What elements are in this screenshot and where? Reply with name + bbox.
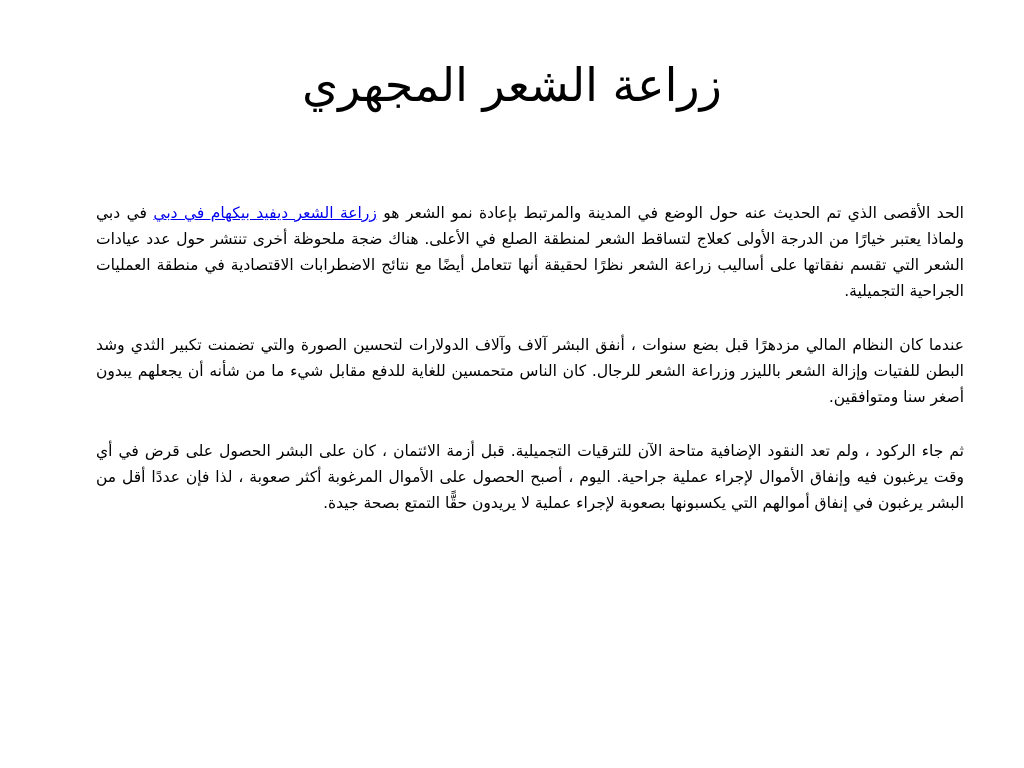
paragraph-1-intro: الحد الأقصى الذي تم الحديث عنه حول الوضع في المدينة والمرتبط بإعادة نمو الشعر هو	[376, 204, 964, 222]
hair-transplant-dubai-link[interactable]: زراعة الشعر ديفيد بيكهام في دبي	[153, 204, 377, 222]
paragraph-3: ثم جاء الركود ، ولم تعد النقود الإضافية متاحة الآن للترقيات التجميلية. قبل أزمة الائتمان ، كان على البشر الحصول على قرض في أي وقت يرغبون فيه وإنفاق الأموال لإجراء عملية جراحية. اليوم ، أصبح الحصول على الأموال المرغوبة أكثر صعوبة ، لذا فإن عددًا أقل من البشر يرغبون في إنفاق أموالهم التي يكسبونها بصعوبة لإجراء عملية لا يريدون حقًّا التمتع بصحة جيدة.	[96, 442, 964, 512]
paragraph-1-rest: في دبي ولماذا يعتبر خيارًا من الدرجة الأولى كعلاج لتساقط الشعر لمنطقة الصلع في الأعلى. هناك ضجة ملحوظة أخرى تنتشر حول عدد عيادات الشعر التي تقسم نفقاتها على أساليب زراعة الشعر نظرًا لحقيقة أنها تتعامل أيضًا مع نتائج الاضطرابات الاقتصادية في منطقة العمليات الجراحية التجميلية.	[96, 204, 964, 300]
paragraph-2: عندما كان النظام المالي مزدهرًا قبل بضع سنوات ، أنفق البشر آلاف وآلاف الدولارات لتحسين الصورة والتي تضمنت تكبير الثدي وشد البطن للفتيات وإزالة الشعر بالليزر وزراعة الشعر للرجال. كان الناس متحمسين للغاية للدفع مقابل شيء ما من شأنه أن يجعلهم يبدون أصغر سنا ومتوافقين.	[96, 336, 964, 406]
paragraph-1	[96, 200, 964, 304]
slide-title: زراعة الشعر المجهري	[302, 58, 722, 112]
slide-body	[96, 200, 964, 544]
